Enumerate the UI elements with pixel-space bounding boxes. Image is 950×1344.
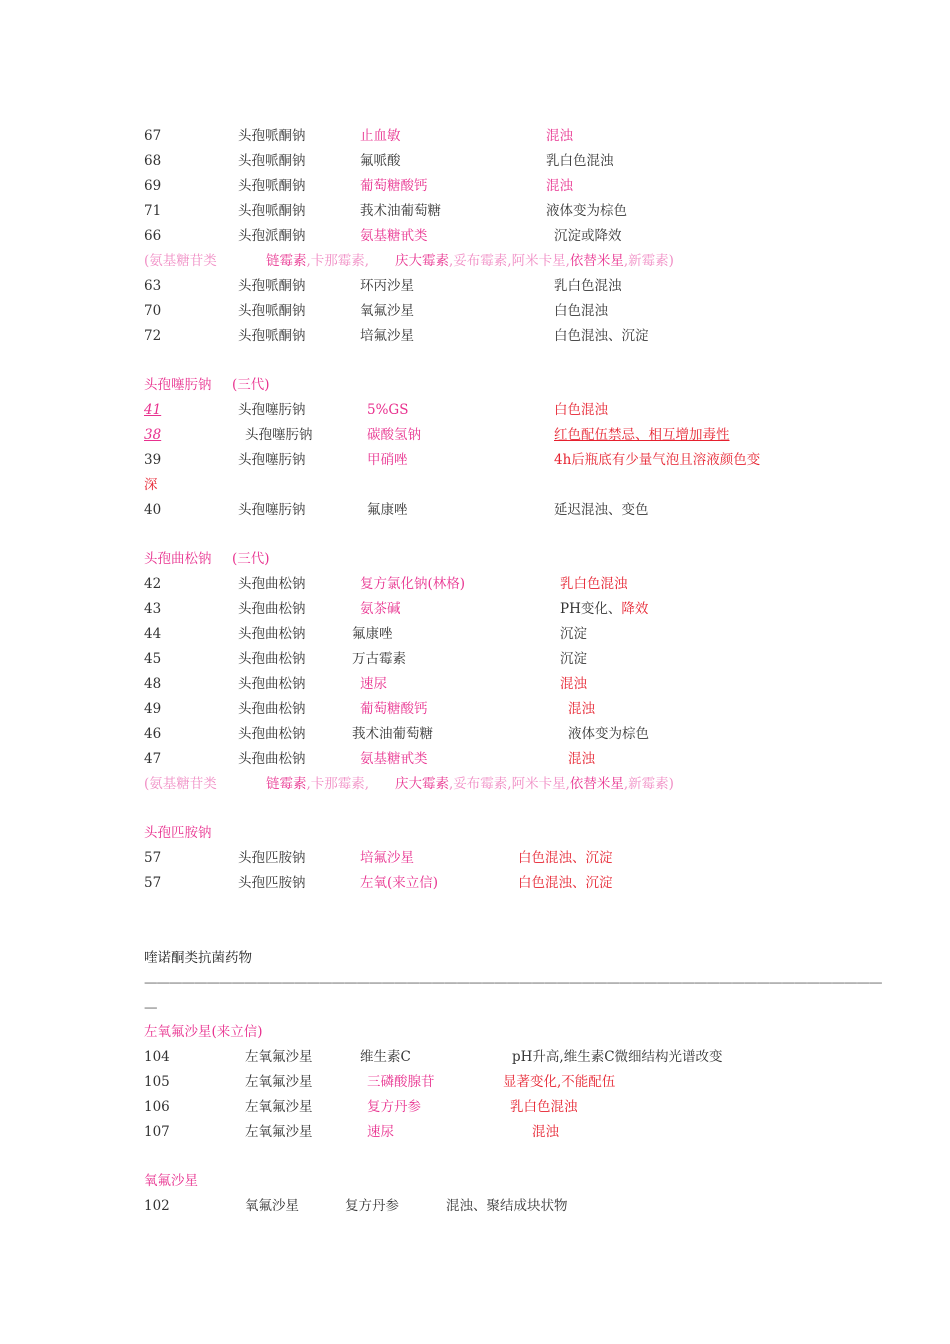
combined-drug: 培氟沙星 xyxy=(360,328,414,344)
combined-drug: 葡萄糖酸钙 xyxy=(360,178,428,194)
reaction-result: 白色混浊、沉淀 xyxy=(518,850,613,866)
reaction-result: 沉淀 xyxy=(560,651,587,667)
combined-drug: 培氟沙星 xyxy=(360,850,414,866)
drug-name: 左氧氟沙星 xyxy=(245,1124,313,1140)
reaction-result: 乳白色混浊 xyxy=(554,278,622,294)
reaction-result: pH升高,维生素C微细结构光谱改变 xyxy=(512,1049,723,1065)
reaction-result: 白色混浊、沉淀 xyxy=(518,875,613,891)
row-number: 72 xyxy=(144,328,162,344)
drug-name: 头孢曲松钠 xyxy=(238,751,306,767)
row-number: 67 xyxy=(144,128,162,144)
reaction-result: 混浊 xyxy=(546,178,573,194)
note-drugs: 链霉素,卡那霉素, xyxy=(266,253,370,269)
row-number: 42 xyxy=(144,576,162,592)
reaction-result: 显著变化,不能配伍 xyxy=(503,1074,616,1090)
drug-name: 头孢曲松钠 xyxy=(238,676,306,692)
combined-drug: 氟哌酸 xyxy=(360,153,401,169)
reaction-result: 白色混浊 xyxy=(554,402,608,418)
row-number: 45 xyxy=(144,651,162,667)
combined-drug: 复方丹参 xyxy=(345,1198,399,1214)
reaction-result: 混浊 xyxy=(560,676,587,692)
combined-drug: 5%GS xyxy=(367,402,409,418)
drug-name: 头孢曲松钠 xyxy=(238,601,306,617)
combined-drug: 葡萄糖酸钙 xyxy=(360,701,428,717)
reaction-result: 混浊 xyxy=(546,128,573,144)
drug-name: 头孢匹胺钠 xyxy=(238,875,306,891)
drug-name: 头孢哌酮钠 xyxy=(238,153,306,169)
reaction-result: 乳白色混浊 xyxy=(510,1099,578,1115)
combined-drug: 止血敏 xyxy=(360,128,401,144)
reaction-result: 延迟混浊、变色 xyxy=(554,502,649,518)
section-title: 氧氟沙星 xyxy=(144,1173,198,1189)
combined-drug: 氨基糖甙类 xyxy=(360,228,428,244)
row-number: 104 xyxy=(144,1049,170,1065)
reaction-result: 白色混浊、沉淀 xyxy=(554,328,649,344)
row-number: 39 xyxy=(144,452,162,468)
row-number: 57 xyxy=(144,875,162,891)
row-number: 106 xyxy=(144,1099,170,1115)
drug-name: 头孢噻肟钠 xyxy=(238,402,306,418)
drug-name: 头孢哌酮钠 xyxy=(238,128,306,144)
combined-drug: 氟康唑 xyxy=(352,626,393,642)
divider-rule-end: — xyxy=(144,1000,158,1016)
reaction-result: 乳白色混浊 xyxy=(546,153,614,169)
combined-drug: 甲硝唑 xyxy=(367,452,408,468)
row-number: 43 xyxy=(144,601,162,617)
row-number: 107 xyxy=(144,1124,170,1140)
combined-drug: 复方氯化钠(林格) xyxy=(360,576,466,592)
reaction-result: 沉淀或降效 xyxy=(554,228,622,244)
row-number: 70 xyxy=(144,303,162,319)
row-number: 102 xyxy=(144,1198,170,1214)
drug-name: 头孢噻肟钠 xyxy=(245,427,313,443)
combined-drug: 莪术油葡萄糖 xyxy=(360,203,441,219)
reaction-result: PH变化、降效 xyxy=(560,601,649,617)
drug-name: 头孢噻肟钠 xyxy=(238,452,306,468)
combined-drug: 碳酸氢钠 xyxy=(367,427,421,443)
drug-name: 头孢哌酮钠 xyxy=(238,328,306,344)
combined-drug: 速尿 xyxy=(360,676,387,692)
row-number: 63 xyxy=(144,278,162,294)
drug-name: 左氧氟沙星 xyxy=(245,1049,313,1065)
reaction-result-wrap: 深 xyxy=(144,477,158,493)
row-number: 71 xyxy=(144,203,162,219)
reaction-result: 沉淀 xyxy=(560,626,587,642)
reaction-result: 白色混浊 xyxy=(554,303,608,319)
reaction-result: 混浊 xyxy=(568,751,595,767)
combined-drug: 速尿 xyxy=(367,1124,394,1140)
drug-name: 左氧氟沙星 xyxy=(245,1074,313,1090)
drug-name: 左氧氟沙星 xyxy=(245,1099,313,1115)
section-tag: (三代) xyxy=(232,551,270,567)
note-open: (氨基糖苷类 xyxy=(144,776,217,792)
drug-name: 头孢曲松钠 xyxy=(238,626,306,642)
drug-name: 头孢曲松钠 xyxy=(238,701,306,717)
section-title: 头孢噻肟钠 xyxy=(144,377,212,393)
combined-drug: 维生素C xyxy=(360,1049,411,1065)
drug-name: 头孢曲松钠 xyxy=(238,576,306,592)
drug-name: 头孢哌酮钠 xyxy=(238,303,306,319)
row-number: 57 xyxy=(144,850,162,866)
combined-drug: 三磷酸腺苷 xyxy=(367,1074,435,1090)
combined-drug: 万古霉素 xyxy=(352,651,406,667)
row-number: 41 xyxy=(144,402,162,418)
note-open: (氨基糖苷类 xyxy=(144,253,217,269)
row-number: 44 xyxy=(144,626,162,642)
drug-name: 头孢曲松钠 xyxy=(238,726,306,742)
section-title: 头孢匹胺钠 xyxy=(144,825,212,841)
row-number: 48 xyxy=(144,676,162,692)
reaction-result: 液体变为棕色 xyxy=(546,203,627,219)
section-tag: (三代) xyxy=(232,377,270,393)
combined-drug: 氨茶碱 xyxy=(360,601,401,617)
row-number: 69 xyxy=(144,178,162,194)
drug-name: 头孢噻肟钠 xyxy=(238,502,306,518)
drug-name: 氧氟沙星 xyxy=(245,1198,299,1214)
reaction-result: 乳白色混浊 xyxy=(560,576,628,592)
row-number: 46 xyxy=(144,726,162,742)
reaction-result: 4h后瓶底有少量气泡且溶液颜色变 xyxy=(554,452,761,468)
row-number: 66 xyxy=(144,228,162,244)
section-title: 左氧氟沙星(来立信) xyxy=(144,1024,263,1040)
reaction-result: 混浊 xyxy=(532,1124,559,1140)
row-number: 68 xyxy=(144,153,162,169)
row-number: 38 xyxy=(144,427,162,443)
note-drugs-2: 庆大霉素,妥布霉素,阿米卡星,依替米星,新霉素) xyxy=(395,253,674,269)
reaction-result: 红色配伍禁忌、相互增加毒性 xyxy=(554,427,730,443)
row-number: 49 xyxy=(144,701,162,717)
row-number: 47 xyxy=(144,751,162,767)
row-number: 40 xyxy=(144,502,162,518)
drug-name: 头孢曲松钠 xyxy=(238,651,306,667)
combined-drug: 氟康唑 xyxy=(367,502,408,518)
quinolone-title: 喹诺酮类抗菌药物 xyxy=(144,950,252,966)
reaction-result: 混浊 xyxy=(568,701,595,717)
drug-name: 头孢哌酮钠 xyxy=(238,178,306,194)
drug-name: 头孢派酮钠 xyxy=(238,228,306,244)
note-drugs: 链霉素,卡那霉素, xyxy=(266,776,370,792)
reaction-result: 混浊、聚结成块状物 xyxy=(446,1198,568,1214)
row-number: 105 xyxy=(144,1074,170,1090)
combined-drug: 莪术油葡萄糖 xyxy=(352,726,433,742)
section-title: 头孢曲松钠 xyxy=(144,551,212,567)
combined-drug: 氧氟沙星 xyxy=(360,303,414,319)
combined-drug: 氨基糖甙类 xyxy=(360,751,428,767)
combined-drug: 左氧(来立信) xyxy=(360,875,439,891)
combined-drug: 环丙沙星 xyxy=(360,278,414,294)
divider-rule: ——————————————————————————————————————————————————————————— xyxy=(144,975,882,991)
drug-name: 头孢哌酮钠 xyxy=(238,203,306,219)
reaction-result: 液体变为棕色 xyxy=(568,726,649,742)
combined-drug: 复方丹参 xyxy=(367,1099,421,1115)
drug-name: 头孢匹胺钠 xyxy=(238,850,306,866)
note-drugs-2: 庆大霉素,妥布霉素,阿米卡星,依替米星,新霉素) xyxy=(395,776,674,792)
drug-name: 头孢哌酮钠 xyxy=(238,278,306,294)
